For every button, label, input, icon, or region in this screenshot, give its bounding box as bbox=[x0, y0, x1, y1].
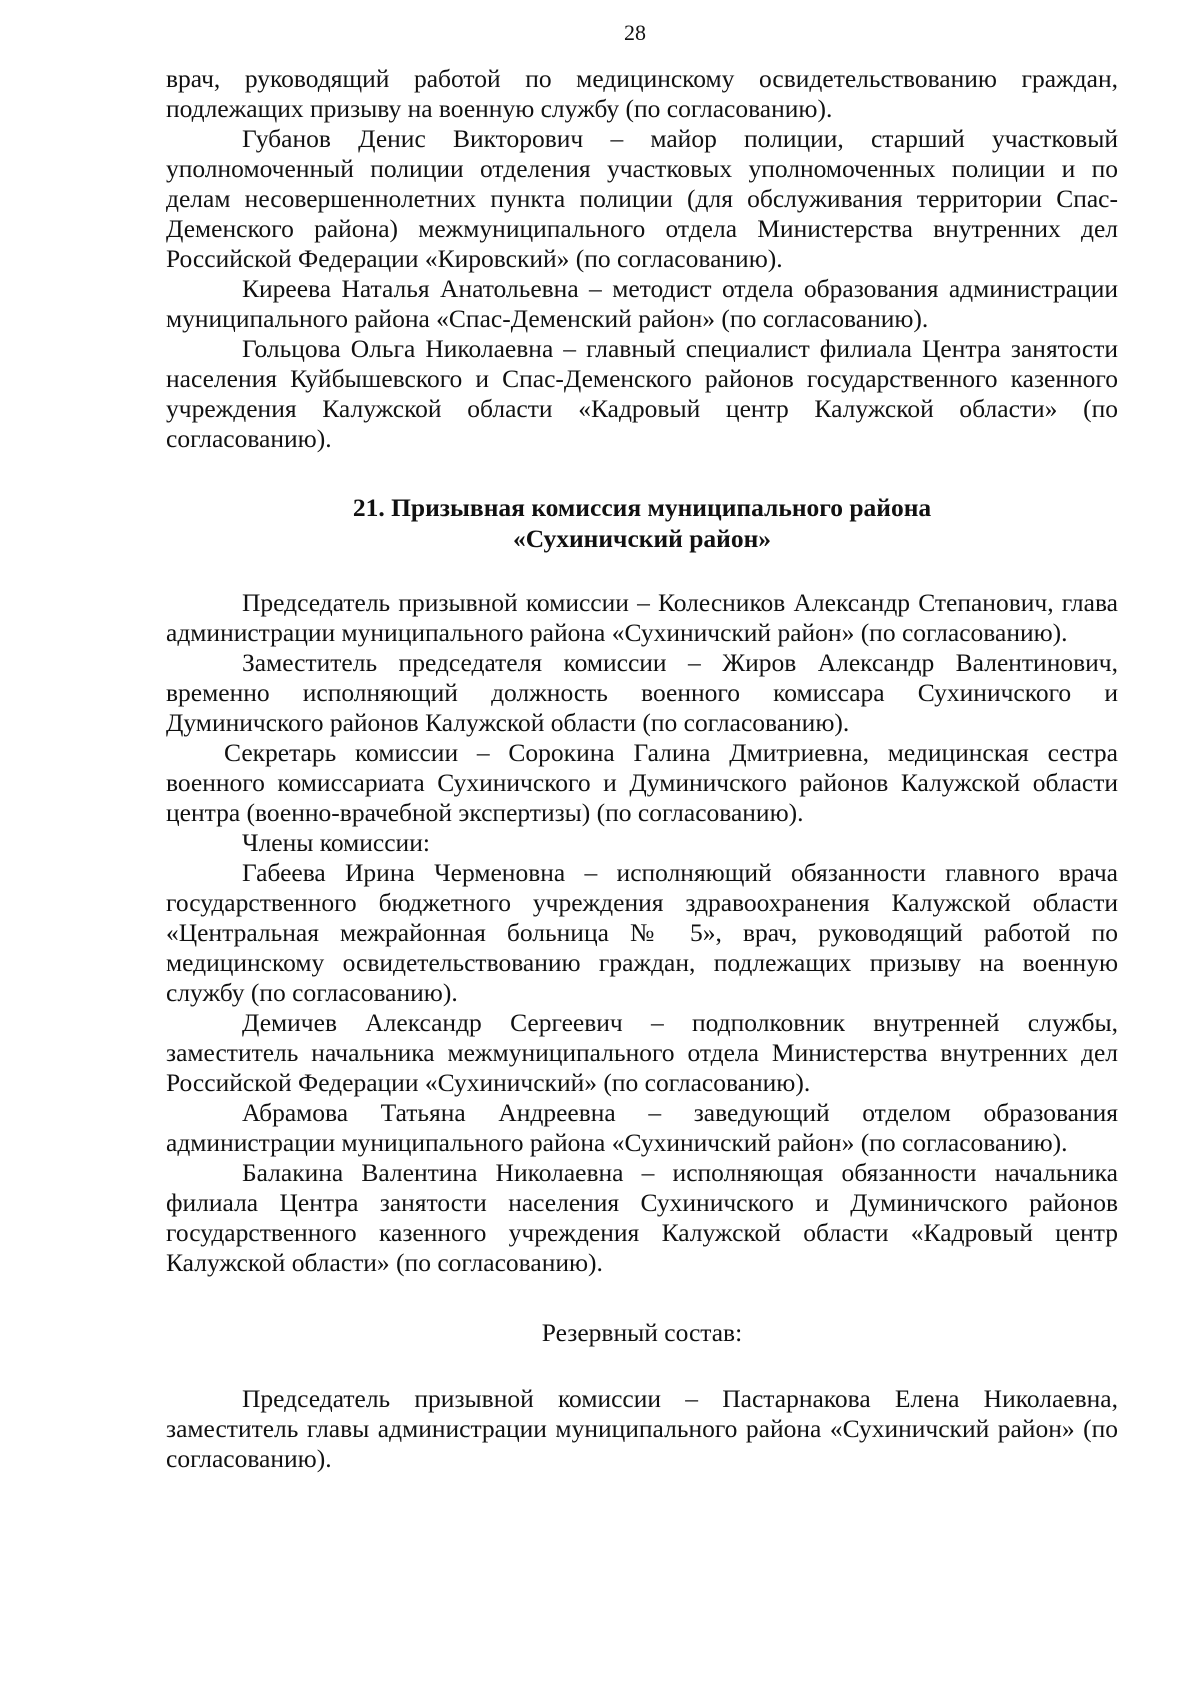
paragraph-member-gabeeva: Габеева Ирина Черменовна – исполняющий обязанности главного врача государственного бюджетного учреждения здравоохранения Калужской области «Центральная межрайонная больница № 5», врач, руководящий работой по медицинскому освидетельствованию граждан, подлежащих призыву на военную службу (по согласованию). bbox=[166, 858, 1118, 1007]
paragraph-reserve-chairman: Председатель призывной комиссии – Пастарнакова Елена Николаевна, заместитель главы администрации муниципального района «Сухиничский район» (по согласованию). bbox=[166, 1384, 1118, 1473]
paragraph-members-label: Члены комиссии: bbox=[242, 828, 430, 857]
section-heading-line2: «Сухиничский район» bbox=[512, 524, 772, 553]
paragraph-secretary: Секретарь комиссии – Сорокина Галина Дмитриевна, медицинская сестра военного комиссариата Сухиничского и Думиничского районов Калужской области центра (военно-врачебной экспертизы) (по согласованию). bbox=[166, 738, 1118, 827]
reserve-heading: Резервный состав: bbox=[541, 1318, 743, 1347]
page-number: 28 bbox=[624, 20, 646, 45]
document-body bbox=[166, 64, 1118, 1474]
paragraph-member-demichev: Демичев Александр Сергеевич – подполковник внутренней службы, заместитель начальника межмуниципального отдела Министерства внутренних дел Российской Федерации «Сухиничский» (по согласованию). bbox=[166, 1008, 1118, 1097]
paragraph-member-kireeva: Киреева Наталья Анатольевна – методист отдела образования администрации муниципального района «Спас-Деменский район» (по согласованию). bbox=[166, 274, 1118, 333]
section-heading-line1: 21. Призывная комиссия муниципального района bbox=[352, 493, 932, 522]
paragraph-chairman: Председатель призывной комиссии – Колесников Александр Степанович, глава администрации муниципального района «Сухиничский район» (по согласованию). bbox=[166, 588, 1118, 647]
paragraph-deputy-chairman: Заместитель председателя комиссии – Жиров Александр Валентинович, временно исполняющий должность военного комиссара Сухиничского и Думиничского районов Калужской области (по согласованию). bbox=[166, 648, 1118, 737]
paragraph-continuation: врач, руководящий работой по медицинскому освидетельствованию граждан, подлежащих призыву на военную службу (по согласованию). bbox=[166, 64, 1118, 123]
paragraph-member-balakina: Балакина Валентина Николаевна – исполняющая обязанности начальника филиала Центра занятости населения Сухиничского и Думиничского районов государственного казенного учреждения Калужской области «Кадровый центр Калужской области» (по согласованию). bbox=[166, 1158, 1118, 1277]
paragraph-member-goltsova: Гольцова Ольга Николаевна – главный специалист филиала Центра занятости населения Куйбышевского и Спас-Деменского районов государственного казенного учреждения Калужской области «Кадровый центр Калужской области» (по согласованию). bbox=[166, 334, 1118, 453]
paragraph-member-abramova: Абрамова Татьяна Андреевна – заведующий отделом образования администрации муниципального района «Сухиничский район» (по согласованию). bbox=[166, 1098, 1118, 1157]
section-heading bbox=[166, 492, 1118, 554]
paragraph-member-gubanov: Губанов Денис Викторович – майор полиции, старший участковый уполномоченный полиции отделения участковых уполномоченных полиции и по делам несовершеннолетних пункта полиции (для обслуживания территории Спас-Деменского района) межмуниципального отдела Министерства внутренних дел Российской Федерации «Кировский» (по согласованию). bbox=[166, 124, 1118, 273]
